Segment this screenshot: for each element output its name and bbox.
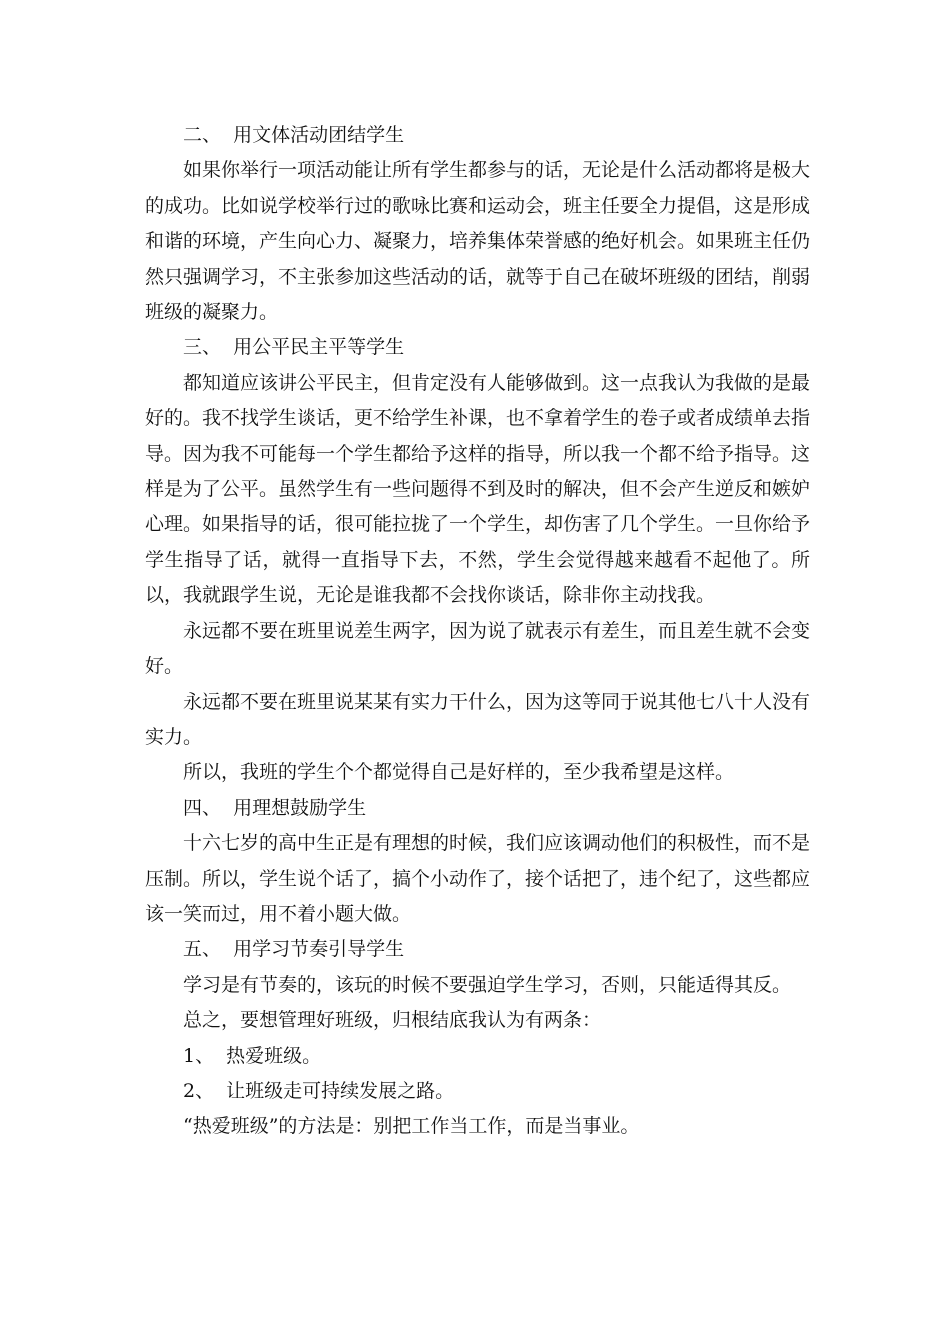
paragraph-poor-students: 永远都不要在班里说差生两字，因为说了就表示有差生，而且差生就不会变好。 bbox=[145, 619, 811, 678]
document-page bbox=[145, 118, 810, 1145]
paragraph-ideals: 十六七岁的高中生正是有理想的时候，我们应该调动他们的积极性，而不是压制。所以，学生说个话了，搞个小动作了，接个话把了，违个纪了，这些都应该一笑而过，用不着小题大做。 bbox=[145, 832, 811, 925]
list-item-2: 2、 让班级走可持续发展之路。 bbox=[183, 1079, 455, 1102]
section-heading-5: 五、 用学习节奏引导学生 bbox=[183, 938, 405, 961]
list-item-1: 1、 热爱班级。 bbox=[183, 1044, 322, 1067]
paragraph-activities: 如果你举行一项活动能让所有学生都参与的话，无论是什么活动都将是极大的成功。比如说学校举行过的歌咏比赛和运动会，班主任要全力提倡，这是形成和谐的环境，产生向心力、凝聚力，培养集体荣誉感的绝好机会。如果班主任仍然只强调学习，不主张参加这些活动的话，就等于自己在破坏班级的团结，削弱班级的凝聚力。 bbox=[145, 159, 811, 324]
paragraph-good-students: 所以，我班的学生个个都觉得自己是好样的，至少我希望是这样。 bbox=[183, 761, 735, 784]
section-heading-2: 二、 用文体活动团结学生 bbox=[183, 124, 405, 146]
paragraph-strength: 永远都不要在班里说某某有实力干什么，因为这等同于说其他七八十人没有实力。 bbox=[145, 690, 811, 748]
paragraph-fairness: 都知道应该讲公平民主，但肯定没有人能够做到。这一点我认为我做的是最好的。我不找学生谈话，更不给学生补课，也不拿着学生的卷子或者成绩单去指导。因为我不可能每一个学生都给予这样的指导，所以我一个都不给予指导。这样是为了公平。虽然学生有一些问题得不到及时的解决，但不会产生逆反和嫉妒心理。如果指导的话，很可能拉拢了一个学生，却伤害了几个学生。一旦你给予学生指导了话，就得一直指导下去，不然，学生会觉得越来越看不起他了。所以，我就跟学生说，无论是谁我都不会找你谈话，除非你主动找我。 bbox=[145, 371, 811, 607]
paragraph-love-class: “热爱班级”的方法是：别把工作当工作，而是当事业。 bbox=[183, 1115, 640, 1138]
section-heading-4: 四、 用理想鼓励学生 bbox=[183, 796, 367, 819]
section-heading-3: 三、 用公平民主平等学生 bbox=[183, 336, 405, 359]
paragraph-rhythm: 学习是有节奏的，该玩的时候不要强迫学生学习，否则，只能适得其反。 bbox=[183, 973, 792, 996]
paragraph-summary: 总之，要想管理好班级，归根结底我认为有两条： bbox=[183, 1009, 602, 1032]
